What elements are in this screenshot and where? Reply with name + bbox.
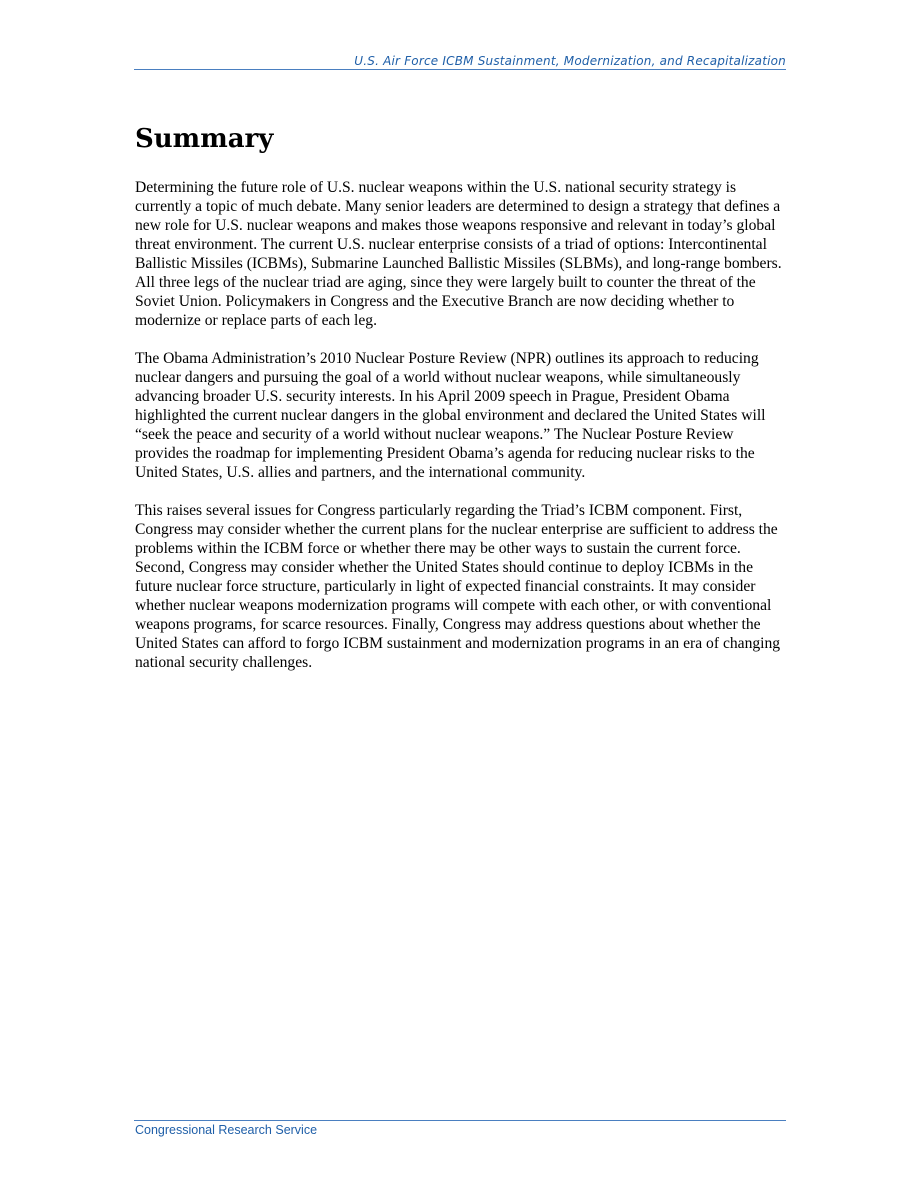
summary-paragraph-3: This raises several issues for Congress particularly regarding the Triad’s ICBM component. First, Congress may consider whether the current plans for the nuclear enterprise are sufficient to address the problems within the ICBM force or whether there may be other ways to sustain the current force. Second, Congress may consider whether the United States should continue to deploy ICBMs in the future nuclear force structure, particularly in light of expected financial constraints. It may consider whether nuclear weapons modernization programs will compete with each other, or with conventional weapons programs, for scarce resources. Finally, Congress may address questions about whether the United States can afford to forgo ICBM sustainment and modernization programs in an era of changing national security challenges. (135, 502, 781, 671)
footer-rule (134, 1120, 786, 1121)
summary-paragraph-2: The Obama Administration’s 2010 Nuclear Posture Review (NPR) outlines its approach to reducing nuclear dangers and pursuing the goal of a world without nuclear weapons, while simultaneously advancing broader U.S. security interests. In his April 2009 speech in Prague, President Obama highlighted the current nuclear dangers in the global environment and declared the United States will “seek the peace and security of a world without nuclear weapons.” The Nuclear Posture Review provides the roadmap for implementing President Obama’s agenda for reducing nuclear risks to the United States, U.S. allies and partners, and the international community. (135, 350, 766, 481)
footer-organization: Congressional Research Service (135, 1123, 318, 1137)
running-header-title: U.S. Air Force ICBM Sustainment, Modernization, and Recapitalization (354, 54, 786, 68)
section-title: Summary (135, 124, 274, 154)
header-rule (134, 69, 786, 70)
summary-paragraph-1: Determining the future role of U.S. nuclear weapons within the U.S. national security strategy is currently a topic of much debate. Many senior leaders are determined to design a strategy that defines a new role for U.S. nuclear weapons and makes those weapons responsive and relevant in today’s global threat environment. The current U.S. nuclear enterprise consists of a triad of options: Intercontinental Ballistic Missiles (ICBMs), Submarine Launched Ballistic Missiles (SLBMs), and long-range bombers. All three legs of the nuclear triad are aging, since they were largely built to counter the threat of the Soviet Union. Policymakers in Congress and the Executive Branch are now deciding whether to modernize or replace parts of each leg. (135, 179, 782, 329)
summary-body (135, 178, 787, 691)
